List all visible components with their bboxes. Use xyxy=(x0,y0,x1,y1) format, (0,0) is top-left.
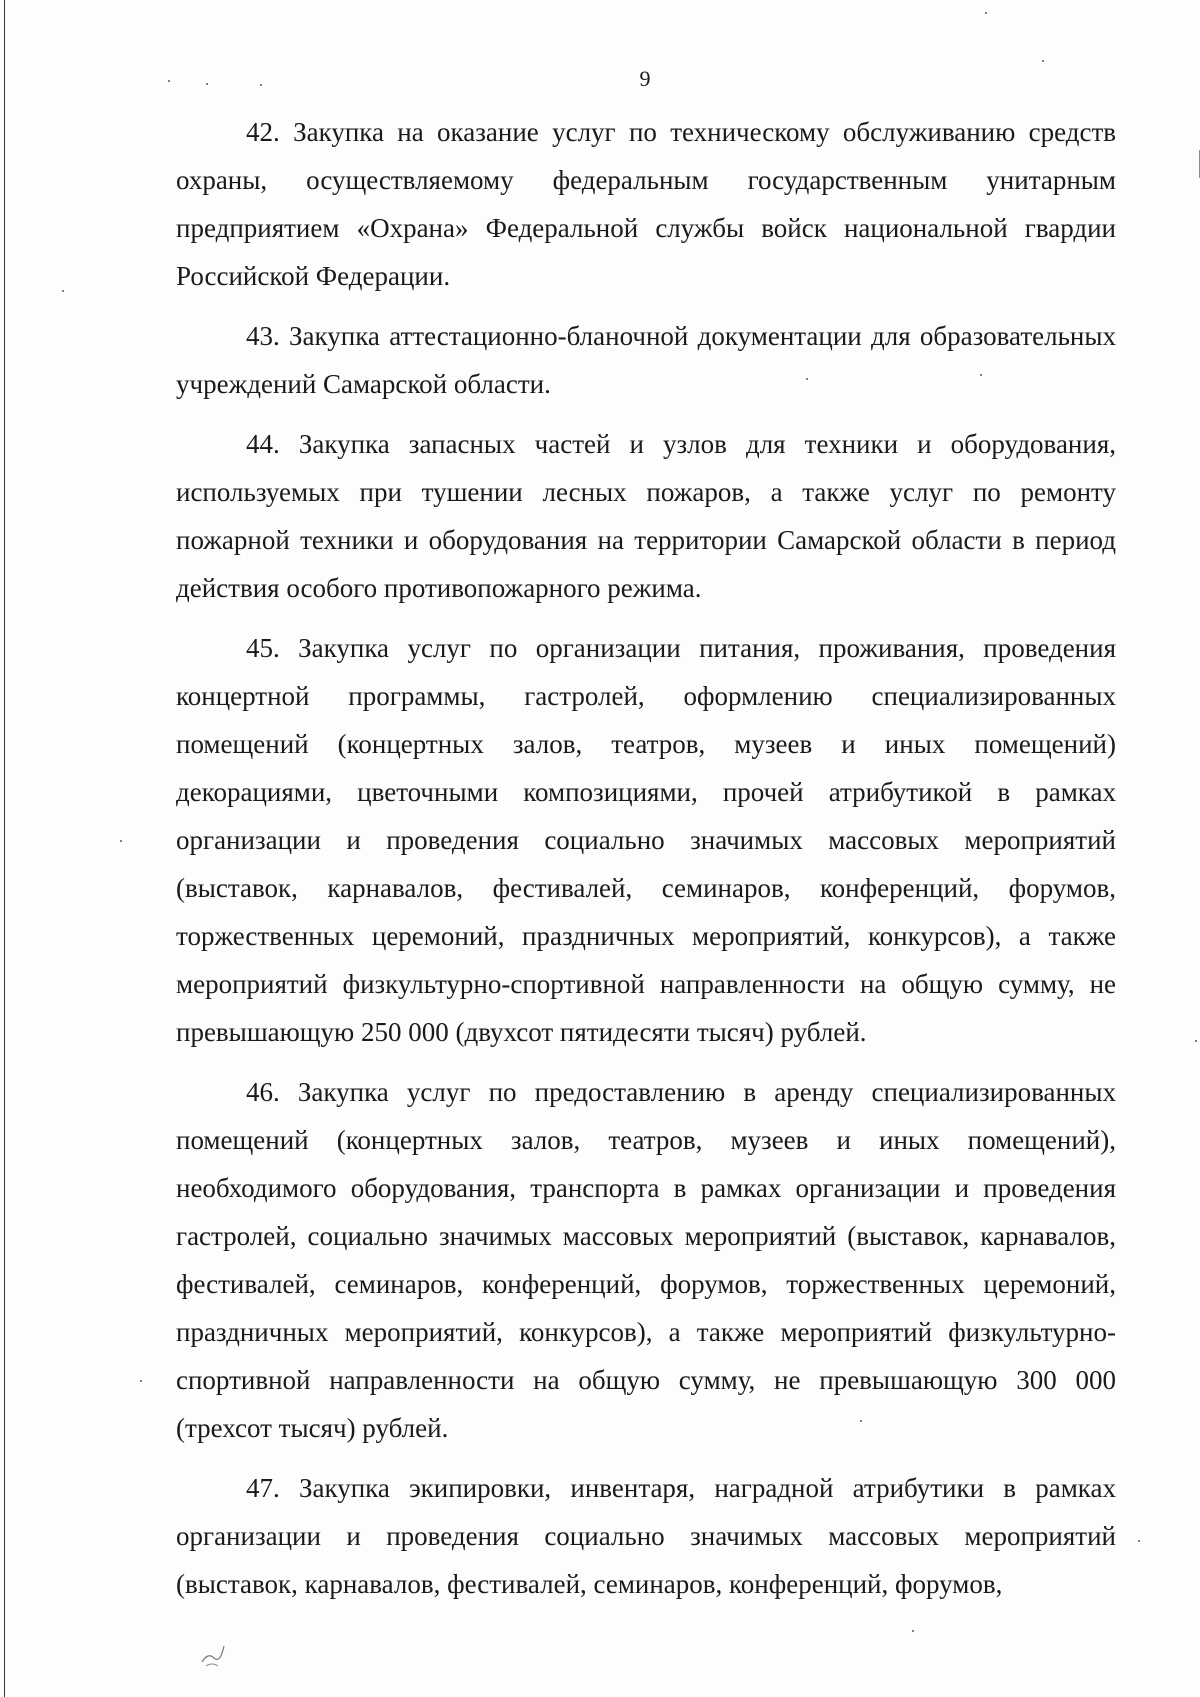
scan-speck xyxy=(985,12,987,14)
scan-speck xyxy=(1042,60,1044,62)
scan-speck xyxy=(168,80,170,82)
scan-speck xyxy=(860,1420,862,1422)
paragraph-42: 42. Закупка на оказание услуг по техническому обслуживанию средств охраны, осуществляемому федеральным государственным унитарным предприятием «Охрана» Федеральной службы войск национальной гвардии Российской Федерации. xyxy=(176,117,1116,291)
paragraph-44: 44. Закупка запасных частей и узлов для техники и оборудования, используемых при тушении лесных пожаров, а также услуг по ремонту пожарной техники и оборудования на территории Самарской области в период действия особого противопожарного режима. xyxy=(176,429,1116,603)
scan-speck xyxy=(806,378,808,380)
scan-speck xyxy=(1195,1040,1197,1042)
pen-mark xyxy=(196,1632,236,1672)
scan-speck xyxy=(140,1380,142,1382)
paragraph-47: 47. Закупка экипировки, инвентаря, наградной атрибутики в рамках организации и проведения социально значимых массовых мероприятий (выставок, карнавалов, фестивалей, семинаров, конференций, форумов, xyxy=(176,1473,1116,1599)
scan-speck xyxy=(1138,1540,1140,1542)
scan-speck xyxy=(912,1630,914,1632)
paragraph-45: 45. Закупка услуг по организации питания, проживания, проведения концертной программы, гастролей, оформлению специализированных помещений (концертных залов, театров, музеев и иных помещений) декорациями, цветочными композициями, прочей атрибутикой в рамках организации и проведения социально значимых массовых мероприятий (выставок, карнавалов, фестивалей, семинаров, конференций, форумов, торжественных церемоний, праздничных мероприятий, конкурсов), а также мероприятий физкультурно-спортивной направленности на общую сумму, не превышающую 250 000 (двухсот пятидесяти тысяч) рублей. xyxy=(176,633,1116,1047)
scan-speck xyxy=(206,83,208,85)
scan-speck xyxy=(62,290,64,292)
document-body xyxy=(176,108,1116,1620)
page-number: 9 xyxy=(639,66,651,91)
scan-speck xyxy=(260,84,262,86)
paragraph-46: 46. Закупка услуг по предоставлению в аренду специализированных помещений (концертных залов, театров, музеев и иных помещений), необходимого оборудования, транспорта в рамках организации и проведения гастролей, социально значимых массовых мероприятий (выставок, карнавалов, фестивалей, семинаров, конференций, форумов, торжественных церемоний, праздничных мероприятий, конкурсов), а также мероприятий физкультурно-спортивной направленности на общую сумму, не превышающую 300 000 (трехсот тысяч) рублей. xyxy=(176,1077,1116,1443)
page-edge-line xyxy=(4,0,5,1697)
paragraph-43: 43. Закупка аттестационно-бланочной документации для образовательных учреждений Самарской области. xyxy=(176,321,1116,399)
scan-speck xyxy=(120,840,122,842)
scan-speck xyxy=(980,374,982,376)
